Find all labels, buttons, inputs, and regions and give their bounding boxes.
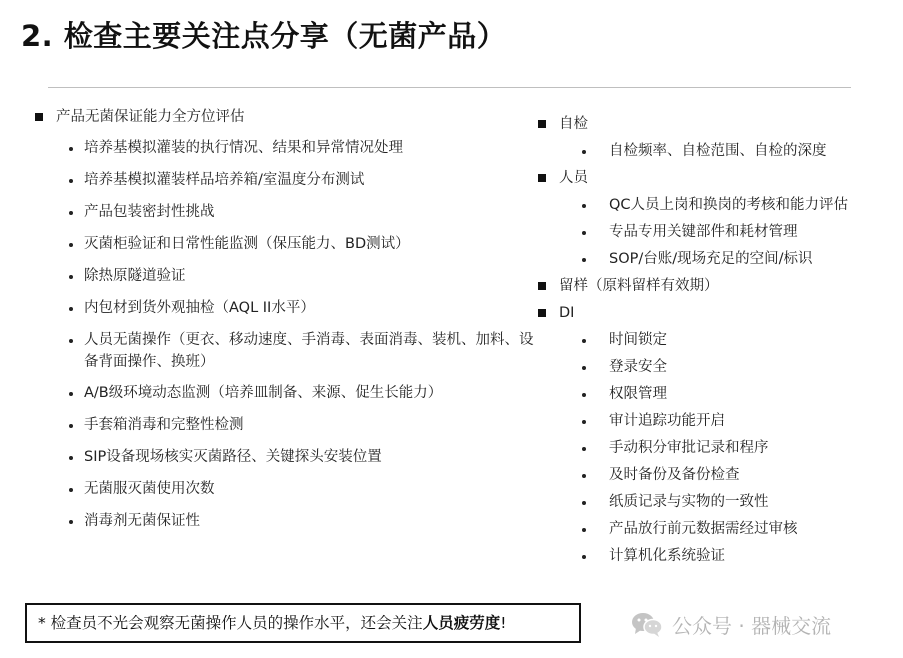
dot-bullet-icon [69,424,73,428]
dot-bullet-icon [582,474,586,478]
dot-bullet-icon [69,147,73,151]
page-title: 2. 检查主要关注点分享（无菌产品） [21,19,507,53]
dot-bullet-icon [69,243,73,247]
list-item: 产品放行前元数据需经过审核 [536,518,886,540]
section-sterility-assurance [33,106,538,128]
section-personnel [536,167,886,189]
dot-bullet-icon [582,528,586,532]
list-item: QC人员上岗和换岗的考核和能力评估 [536,194,886,216]
section-heading: 产品无菌保证能力全方位评估 [56,109,245,125]
section-di [536,302,886,324]
dot-bullet-icon [582,231,586,235]
square-bullet-icon [538,282,546,290]
list-item: 除热原隧道验证 [33,265,538,287]
callout-emphasis: 人员疲劳度 [422,614,501,632]
wechat-icon [630,610,664,638]
dot-bullet-icon [582,447,586,451]
dot-bullet-icon [69,520,73,524]
list-item: A/B级环境动态监测（培养皿制备、来源、促生长能力） [33,382,538,404]
list-item: 计算机化系统验证 [536,545,886,567]
dot-bullet-icon [582,204,586,208]
square-bullet-icon [35,113,43,121]
dot-bullet-icon [582,555,586,559]
list-item: 手动积分审批记录和程序 [536,437,886,459]
list-item: SIP设备现场核实灭菌路径、关键探头安装位置 [33,446,538,468]
list-item: 手套箱消毒和完整性检测 [33,414,538,436]
callout-suffix: ! [500,614,507,632]
square-bullet-icon [538,174,546,182]
left-column [33,106,538,542]
dot-bullet-icon [582,501,586,505]
list-item: 时间锁定 [536,329,886,351]
list-item: 权限管理 [536,383,886,405]
dot-bullet-icon [69,307,73,311]
dot-bullet-icon [69,488,73,492]
callout-text: * 检查员不光会观察无菌操作人员的操作水平，还会关注 [38,614,423,632]
square-bullet-icon [538,120,546,128]
list-item: 人员无菌操作（更衣、移动速度、手消毒、表面消毒、装机、加料、设备背面操作、换班） [33,329,538,373]
list-item: 内包材到货外观抽检（AQL II水平） [33,297,538,319]
watermark-text: 公众号 · 器械交流 [672,613,832,638]
list-item: 无菌服灭菌使用次数 [33,478,538,500]
section-heading: 留样（原料留样有效期） [559,278,719,294]
watermark [630,607,831,641]
list-item: 产品包装密封性挑战 [33,201,538,223]
right-column [536,113,886,572]
section-heading: 自检 [559,116,588,132]
list-item: 审计追踪功能开启 [536,410,886,432]
list-item: 专品专用关键部件和耗材管理 [536,221,886,243]
square-bullet-icon [538,309,546,317]
dot-bullet-icon [582,393,586,397]
list-item: 登录安全 [536,356,886,378]
section-self-check [536,113,886,135]
dot-bullet-icon [582,258,586,262]
dot-bullet-icon [582,339,586,343]
dot-bullet-icon [582,150,586,154]
list-item: 消毒剂无菌保证性 [33,510,538,532]
dot-bullet-icon [582,420,586,424]
section-retention [536,275,886,297]
list-item: 培养基模拟灌装的执行情况、结果和异常情况处理 [33,137,538,159]
dot-bullet-icon [69,339,73,343]
dot-bullet-icon [69,275,73,279]
list-item: 培养基模拟灌装样品培养箱/室温度分布测试 [33,169,538,191]
list-item: 自检频率、自检范围、自检的深度 [536,140,886,162]
dot-bullet-icon [69,392,73,396]
dot-bullet-icon [69,211,73,215]
section-heading: DI [559,305,575,321]
list-item: SOP/台账/现场充足的空间/标识 [536,248,886,270]
section-heading: 人员 [559,170,588,186]
title-divider [48,87,851,88]
list-item: 灭菌柜验证和日常性能监测（保压能力、BD测试） [33,233,538,255]
list-item: 及时备份及备份检查 [536,464,886,486]
callout-box [25,603,581,643]
dot-bullet-icon [582,366,586,370]
dot-bullet-icon [69,179,73,183]
dot-bullet-icon [69,456,73,460]
list-item: 纸质记录与实物的一致性 [536,491,886,513]
